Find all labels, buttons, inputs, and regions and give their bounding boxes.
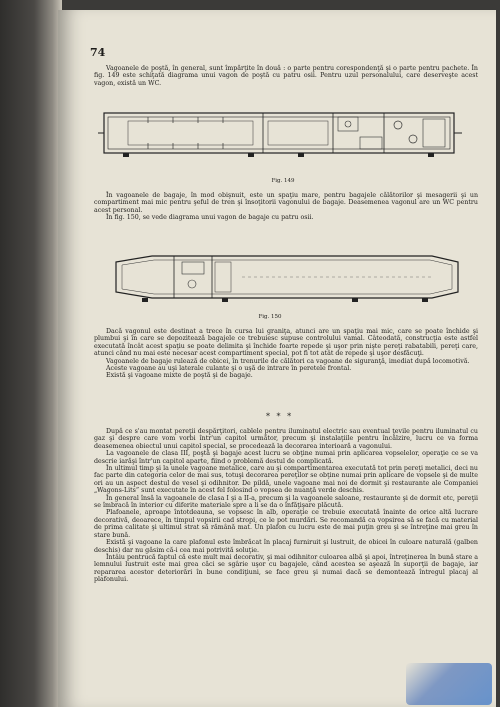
paragraph: În vagoanele de bagaje, în mod obişnuit, este un spaţiu mare, pentru bagajele călătorilor şi mesagerii şi un compartiment mai mic pentru şeful de tren şi însoţitorii vagonului de bagaje. Deasemenea vagonul are un WC pentru acest personal. xyxy=(94,192,478,214)
paragraph: La vagoanele de clasa III, poştă şi bagaje acest lucru se obţine numai prin aplicarea vopselelor, operaţie ce se va descrie iarăşi într'un capitol aparte, fiind o problemă destul de complicată. xyxy=(94,450,478,465)
paragraph: Dacă vagonul este destinat a trece în cursa lui graniţa, atunci are un spaţiu mai mic, care se poate închide şi plumbui şi în care se depozitează bagajele ce trebuiesc supuse controlului vamal. Câteodată, construcţia este astfel executată încât acest spaţiu se poate delimita şi închide foarte repede şi uşor prin nişte pereţi rabatabili, pereţi care, atunci când nu mai este necesar acest compartiment special, pot fi tot atât de repede şi uşor desfăcuţi. xyxy=(94,328,478,358)
figure-149-caption: Fig. 149 xyxy=(271,178,295,184)
section-lower xyxy=(94,328,478,380)
paragraph: După ce s'au montat pereţii despărţitori, cablele pentru iluminatul electric sau eventual ţevile pentru iluminatul cu gaz şi despre care vom vorbi într'un capitol următor, precum şi instalaţiile pentru încălzire, lucru ce va forma deasemenea obiectul unui capitol special, se procedează la decorarea interioară a vagonului. xyxy=(94,428,478,450)
paragraph: Plafoanele, aproape întotdeauna, se vopsesc în alb, operaţie ce trebuie executată înainte de orice altă lucrare decorativă, deoarece, în timpul vopsirii cad stropi, ce le pot murdări. Se recomandă ca vopsirea să se facă cu material de prima calitate şi ultimul strat să rămână mat. Un plafon cu lucru este de mai puţin greu şi se întreţine mai greu în stare bună. xyxy=(94,509,478,539)
paragraph: Există şi vagoane mixte de poştă şi de bagaje. xyxy=(106,372,253,380)
paragraph: În ultimul timp şi la unele vagoane metalice, care au şi compartimentarea executată tot prin pereţi metalici, deci nu fac parte din categoria celor de mai sus, totuşi decorarea pereţilor se obţine numai prin aplicare de vopsele şi de multe ori au un aspect destul de vesel şi odihnitor. De pildă, unele vagoane mai noi de dormit şi restaurante ale Companiei „Wagons-Lits” sunt executate în acest fel folosind o vopsea de nuanţă verde deschis. xyxy=(94,465,478,495)
section-top xyxy=(94,65,478,87)
paragraph: Vagoanele de poştă, în general, sunt împărţite în două : o parte pentru corespondenţă şi o parte pentru pachete. În fig. 149 este schiţată diagrama unui vagon de poştă cu patru osii. Pentru uzul personalului, care deserveşte acest vagon, există un WC. xyxy=(94,65,478,87)
book-page xyxy=(58,10,496,707)
paragraph: Aceste vagoane au uşi laterale culante şi o uşă de intrare în peretele frontal. xyxy=(106,365,352,373)
paragraph: Vagoanele de bagaje rulează de obicei, în trenurile de călători ca vagoane de siguranţă, imediat după locomotivă. xyxy=(106,357,470,365)
figure-150-diagram xyxy=(112,248,462,306)
figure-149-diagram xyxy=(98,103,468,165)
library-stamp-logo xyxy=(406,663,492,705)
book-spine-shadow xyxy=(0,0,62,707)
paragraph: În general însă la vagoanele de clasa I şi a II-a, precum şi la vagoanele saloane, restaurante şi de dormit etc, pereţii se îmbracă în interior cu diferite materiale spre a li se da o înfăţişare plăcută. xyxy=(94,494,478,510)
page-number: 74 xyxy=(90,46,106,59)
paragraph: Există şi vagoane la care plafonul este îmbrăcat în placaj furniruit şi lustruit, de obicei în culoare naturală (galben deschis) dar nu găsim că-i cea mai potrivită soluţie. xyxy=(94,539,478,554)
section-mid xyxy=(94,192,478,222)
figure-150-caption: Fig. 150 xyxy=(258,314,282,320)
section-separator: * * * xyxy=(266,412,294,421)
paragraph: În fig. 150, se vede diagrama unui vagon de bagaje cu patru osii. xyxy=(106,214,314,222)
section-bottom xyxy=(94,428,478,584)
paragraph: Întâiu pentrucă faptul că este mult mai decorativ, şi mai odihnitor culoarea albă şi apoi, întreţinerea în bună stare a lemnului lustruit este mai grea căci se sgârie uşor cu bagajele, când acestea se aşează în suporţii de bagaje, iar repararea acestor deteriorări în bune condiţiuni, se face greu şi numai dacă se demontează întregul placaj al plafonului. xyxy=(94,553,478,584)
